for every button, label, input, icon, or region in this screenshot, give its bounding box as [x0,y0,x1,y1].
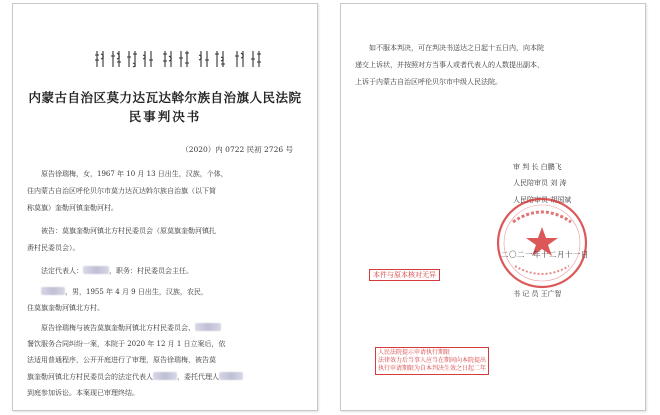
mongolian-script-header [91,48,271,70]
redacted-name [83,266,109,274]
redacted-name [195,323,221,331]
body-text: ，委托代理人 [177,373,219,381]
body-line: 被告：莫旗奎勒河镇北方村民委员会（原莫旗奎勒河镇扎 [41,227,216,235]
representative-label: 法定代表人： [41,267,83,275]
appeal-line: 上诉于内蒙古自治区呼伦贝尔市中级人民法院。 [355,78,502,86]
people-assessor: 人民陪审员 胡国斌 [513,196,572,204]
people-assessor: 人民陪审员 刘 涛 [513,179,567,187]
agent-info: ，男，1955 年 4 月 9 日出生，汉族，农民， [65,288,208,296]
notice-line: 执行申请期限为自本判决生效之日起二年 [378,365,487,372]
body-line: 住莫旗奎勒河镇北方村。 [27,304,104,312]
appeal-line: 递交上诉状，并按照对方当事人或者代表人的人数提出副本， [355,61,544,69]
body-line: 法适用普通程序，公开开庭进行了审理，原告徐瑞梅，被告莫 [27,356,216,364]
body-line: 餐饮服务合同纠纷一案，本院于 2020 年 12 月 1 日立案后，依 [27,340,226,348]
body-text: 旗奎勒河镇北方村民委员会的法定代表人 [27,373,153,381]
notice-line: 法律效力后当事人应当在期间向本院提出 [378,357,487,364]
court-name: 内蒙古自治区莫力达瓦达斡尔族自治旗人民法院 [28,90,302,105]
copy-verified-stamp: 本件与原本核对无异 [369,269,440,281]
redacted-name [153,372,177,380]
judgment-date: 二〇二一年十二月十一日 [501,250,589,259]
document-title: 民事判决书 [128,109,202,124]
notice-line: 人民法院提示申请执行期限 [378,349,451,356]
agent-line [41,287,208,297]
document-page-left [12,3,318,411]
body-line: 赉村民委员会）。 [27,244,80,252]
body-line: 到庭参加诉讼。本案现已审理终结。 [27,389,139,397]
appeal-line: 如不服本判决，可在判决书送达之日起十五日内，向本院 [369,44,544,52]
court-seal-stamp [493,194,591,292]
representative-duty: ，职务：村民委员会主任。 [109,267,193,275]
body-line [41,323,221,333]
redacted-name [41,287,65,295]
body-text: 原告徐瑞梅与被告莫旗奎勒河镇北方村民委员会、 [41,324,195,332]
body-line [27,372,243,382]
case-number: （2020）内 0722 民初 2726 号 [181,145,293,154]
presiding-judge: 审 判 长 白鹏飞 [513,163,562,171]
document-page-right [340,3,646,411]
body-line: 住内蒙古自治区呼伦贝尔市莫力达瓦达斡尔族自治旗（以下简 [27,187,216,195]
body-line: 称莫旗）奎勒河镇奎勒河村。 [27,204,118,212]
representative-line [41,266,193,276]
execution-notice-stamp [375,347,489,375]
redacted-name [219,372,243,380]
body-line: 原告徐瑞梅，女，1967 年 10 月 13 日出生，汉族，个体， [41,170,228,178]
clerk: 书 记 员 王广智 [513,290,562,298]
